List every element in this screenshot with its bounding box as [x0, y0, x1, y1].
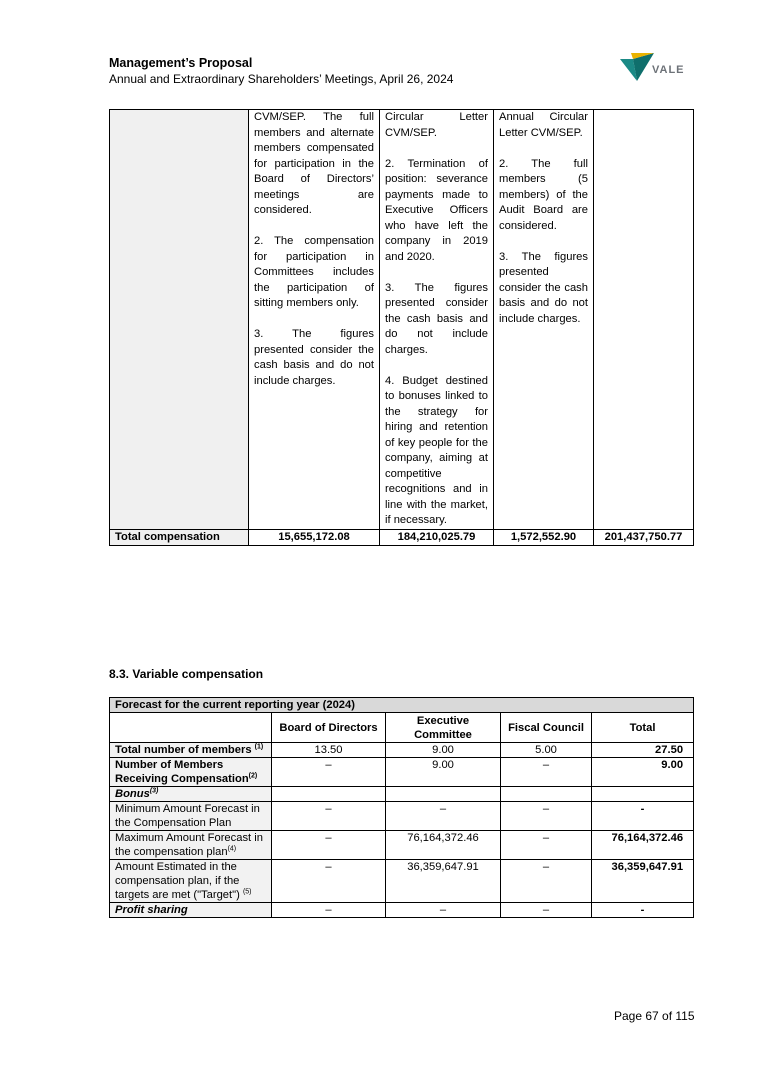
note-paragraph: 3. The figures presented consider the cash basis and do not include charges.	[499, 250, 588, 325]
cell-fiscal: –	[501, 758, 592, 787]
notes-row	[110, 110, 694, 530]
cell-fiscal: 5.00	[501, 743, 592, 758]
total-notes-cell	[594, 110, 694, 530]
note-paragraph: Annual Circular Letter CVM/SEP.	[499, 111, 588, 139]
note-paragraph: CVM/SEP. The full members and alternate members compensated for participation in the Board of Directors’ meetings are considered.	[254, 111, 374, 216]
cell-exec: 9.00	[386, 743, 501, 758]
header-exec: Executive Committee	[386, 713, 501, 743]
total-fiscal: 1,572,552.90	[494, 529, 594, 545]
row-label: Minimum Amount Forecast in the Compensation Plan	[110, 802, 272, 831]
cell-exec: –	[386, 802, 501, 831]
row-label-cell	[110, 110, 249, 530]
note-paragraph: 2. Termination of position: severance payments made to Executive Officers who have left the company in 2019 and 2020.	[385, 157, 488, 263]
cell-board: –	[272, 758, 386, 787]
note-paragraph: 3. The figures presented consider the cash basis and do not include charges.	[254, 328, 374, 387]
document-title: Management’s Proposal	[109, 56, 253, 70]
table-row	[110, 831, 694, 860]
header-board: Board of Directors	[272, 713, 386, 743]
document-header	[109, 56, 453, 87]
cell-exec: 9.00	[386, 758, 501, 787]
section-title: 8.3. Variable compensation	[109, 667, 264, 681]
total-label: Total compensation	[110, 529, 249, 545]
cell-board: –	[272, 802, 386, 831]
fiscal-notes-cell	[494, 110, 594, 530]
note-paragraph: 3. The figures presented consider the cash basis and do not include charges.	[385, 281, 488, 356]
total-compensation-row	[110, 529, 694, 545]
header-row	[110, 713, 694, 743]
cell-total: 27.50	[592, 743, 694, 758]
total-board: 15,655,172.08	[249, 529, 380, 545]
document-subtitle: Annual and Extraordinary Shareholders’ Meetings, April 26, 2024	[109, 72, 454, 86]
variable-compensation-table	[109, 697, 694, 918]
cell-board	[272, 787, 386, 802]
cell-fiscal: –	[501, 860, 592, 903]
header-fiscal: Fiscal Council	[501, 713, 592, 743]
cell-fiscal: –	[501, 802, 592, 831]
total-exec: 184,210,025.79	[380, 529, 494, 545]
cell-exec: 36,359,647.91	[386, 860, 501, 903]
row-label: Amount Estimated in the compensation plan, if the targets are met ("Target") $^{(5)}$	[110, 860, 272, 903]
cell-exec	[386, 787, 501, 802]
cell-board: –	[272, 831, 386, 860]
cell-board: –	[272, 860, 386, 903]
cell-fiscal	[501, 787, 592, 802]
caption-row	[110, 698, 694, 713]
exec-notes-cell	[380, 110, 494, 530]
note-paragraph: 4. Budget destined to bonuses linked to the strategy for hiring and retention of key people for the company, aiming at competitive recognitions and in line with the market, if necessary.	[385, 374, 488, 526]
vale-logo-icon	[620, 53, 654, 81]
table-row	[110, 903, 694, 918]
header-empty	[110, 713, 272, 743]
cell-fiscal: –	[501, 831, 592, 860]
table-row	[110, 787, 694, 802]
cell-exec: –	[386, 903, 501, 918]
note-paragraph: 2. The full members (5 members) of the Audit Board are considered.	[499, 157, 588, 232]
row-label: Maximum Amount Forecast in the compensation plan$^{(4)}$	[110, 831, 272, 860]
table-row	[110, 860, 694, 903]
row-label: Bonus$^{(3)}$	[110, 787, 272, 802]
cell-total	[592, 787, 694, 802]
row-label: Total number of members $^{(1)}$	[110, 743, 272, 758]
cell-board: 13.50	[272, 743, 386, 758]
cell-total: 9.00	[592, 758, 694, 787]
compensation-notes-table	[109, 109, 694, 546]
cell-board: –	[272, 903, 386, 918]
note-paragraph: Circular Letter CVM/SEP.	[385, 111, 488, 139]
header-total: Total	[592, 713, 694, 743]
table-row	[110, 802, 694, 831]
total-total: 201,437,750.77	[594, 529, 694, 545]
row-label: Profit sharing	[110, 903, 272, 918]
cell-fiscal: –	[501, 903, 592, 918]
cell-total: -	[592, 802, 694, 831]
page-number: Page 67 of 115	[614, 1009, 695, 1023]
cell-total: -	[592, 903, 694, 918]
note-paragraph: 2. The compensation for participation in Committees includes the participation of sitting members only.	[254, 235, 374, 309]
cell-total: 36,359,647.91	[592, 860, 694, 903]
table-row	[110, 758, 694, 787]
table-caption: Forecast for the current reporting year (2024)	[110, 698, 694, 713]
cell-total: 76,164,372.46	[592, 831, 694, 860]
row-label: Number of Members Receiving Compensation$^{(2)}$	[110, 758, 272, 787]
vale-logo	[620, 53, 690, 83]
board-notes-cell	[249, 110, 380, 530]
cell-exec: 76,164,372.46	[386, 831, 501, 860]
table-row	[110, 743, 694, 758]
logo-text: VALE	[652, 64, 685, 76]
